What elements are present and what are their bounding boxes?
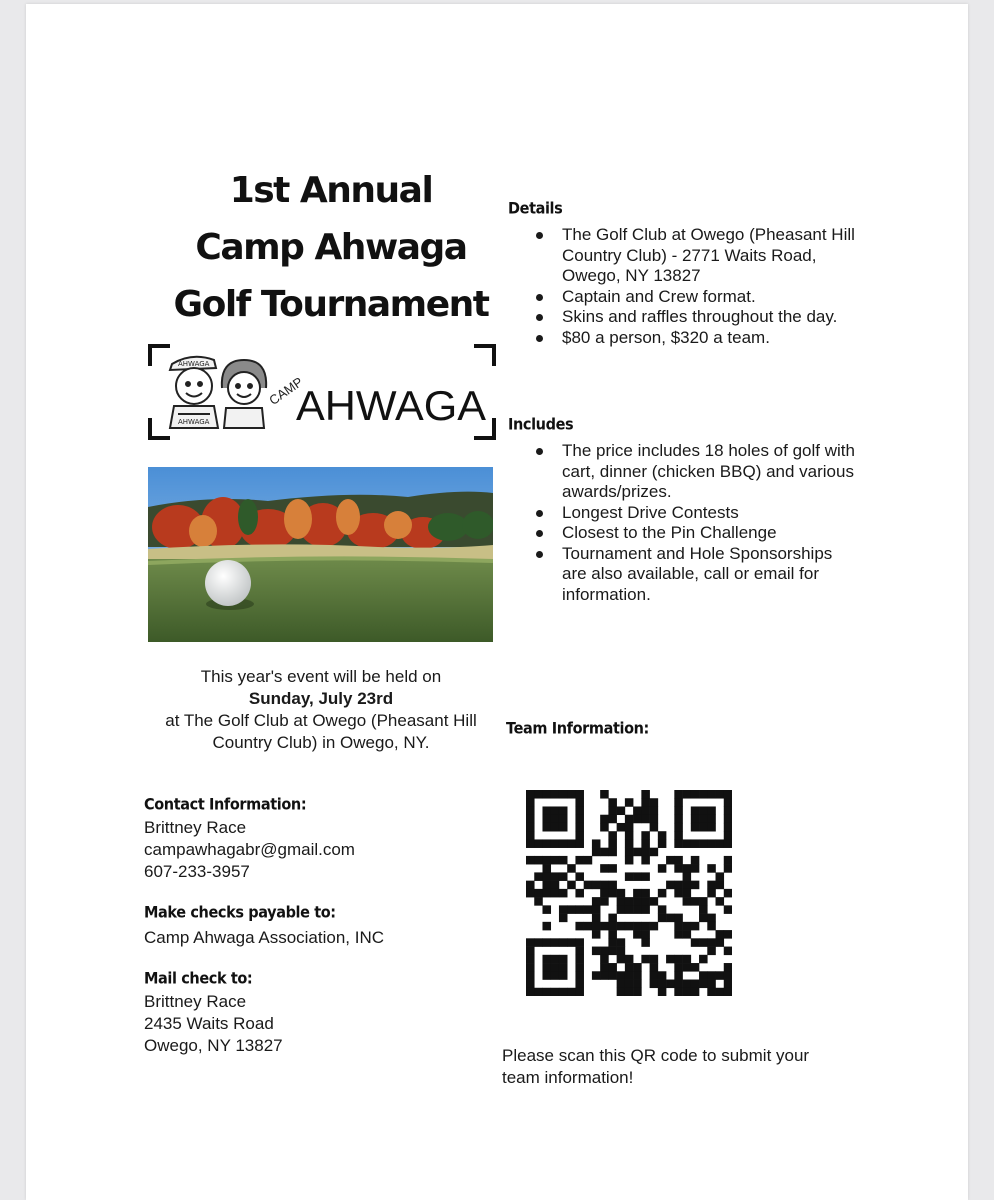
includes-heading: Includes xyxy=(508,416,574,434)
mail-block xyxy=(144,991,283,1057)
contact-heading: Contact Information: xyxy=(144,796,307,814)
golf-ball-icon xyxy=(205,560,251,606)
team-heading: Team Information: xyxy=(506,720,649,738)
event-line-1: This year's event will be held on xyxy=(200,667,442,686)
mail-street: 2435 Waits Road xyxy=(144,1014,274,1033)
checks-payee: Camp Ahwaga Association, INC xyxy=(144,928,385,947)
golf-course-photo xyxy=(148,467,493,642)
details-item: The Golf Club at Owego (Pheasant Hill Country Club) - 2771 Waits Road, Owego, NY 13827 xyxy=(536,225,856,287)
includes-item: Closest to the Pin Challenge xyxy=(536,523,856,544)
logo-image xyxy=(148,344,496,440)
includes-item: Tournament and Hole Sponsorships are also available, call or email for information. xyxy=(536,544,856,606)
contact-phone[interactable]: 607-233-3957 xyxy=(144,862,250,881)
contact-block xyxy=(144,817,355,883)
mail-name: Brittney Race xyxy=(144,992,247,1011)
contact-name: Brittney Race xyxy=(144,818,247,837)
qr-caption-line-2: team information! xyxy=(502,1068,634,1087)
logo-shirt-text: AHWAGA xyxy=(178,418,210,426)
logo-cap-text: AHWAGA xyxy=(178,360,210,368)
event-info xyxy=(136,666,506,754)
event-date: Sunday, July 23rd xyxy=(248,689,394,708)
details-list xyxy=(536,225,856,348)
title-line-1: 1st Annual xyxy=(229,170,433,211)
qr-caption xyxy=(502,1045,809,1089)
contact-email[interactable]: campawhagabr@gmail.com xyxy=(144,840,355,859)
logo-camp-text: CAMP xyxy=(266,374,306,408)
includes-list xyxy=(536,441,856,605)
qr-caption-line-1: Please scan this QR code to submit your xyxy=(502,1046,810,1065)
event-line-4: Country Club) in Owego, NY. xyxy=(212,733,430,752)
camp-ahwaga-logo xyxy=(148,344,496,440)
details-item: Skins and raffles throughout the day. xyxy=(536,307,856,328)
details-item: $80 a person, $320 a team. xyxy=(536,328,856,349)
details-item: Captain and Crew format. xyxy=(536,287,856,308)
title-line-2: Camp Ahwaga xyxy=(195,227,467,268)
flyer-page xyxy=(26,4,968,1200)
checks-heading: Make checks payable to: xyxy=(144,904,336,922)
mail-city: Owego, NY 13827 xyxy=(144,1036,283,1055)
includes-item: The price includes 18 holes of golf with cart, dinner (chicken BBQ) and various awards/prizes. xyxy=(536,441,856,503)
event-line-3: at The Golf Club at Owego (Pheasant Hill xyxy=(165,711,477,730)
details-heading: Details xyxy=(508,200,563,218)
flyer-title xyxy=(166,162,496,333)
logo-ahwaga-text: AHWAGA xyxy=(296,382,486,429)
includes-item: Longest Drive Contests xyxy=(536,503,856,524)
mail-heading: Mail check to: xyxy=(144,970,253,988)
qr-code-icon[interactable] xyxy=(526,790,732,996)
title-line-3: Golf Tournament xyxy=(173,284,489,325)
kid-with-hair-icon xyxy=(222,360,266,428)
